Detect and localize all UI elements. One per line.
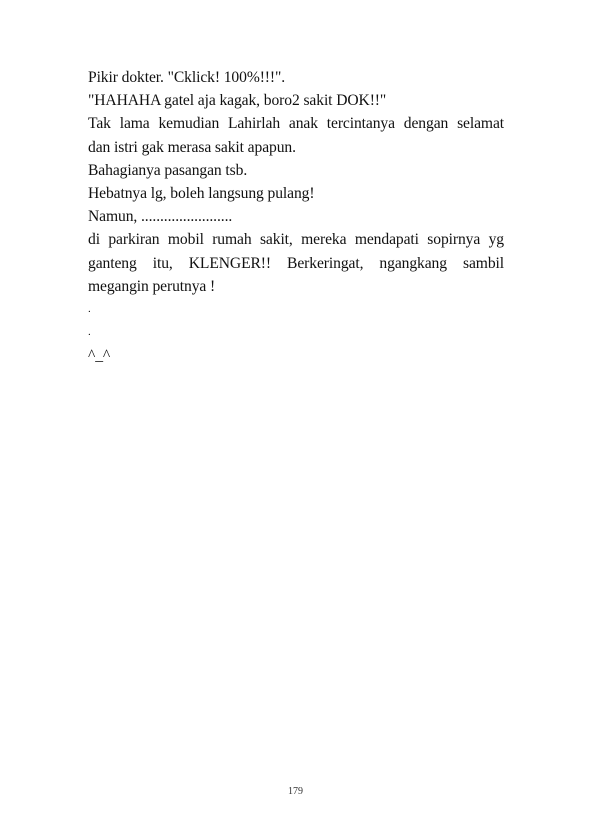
text-line: ganteng itu, KLENGER!! Berkeringat, ngangkang sambil bbox=[88, 254, 504, 272]
text-line: ^_^ bbox=[88, 347, 111, 365]
text-line: . bbox=[88, 326, 91, 339]
text-line: Namun, ........................ bbox=[88, 208, 233, 226]
text-line: Tak lama kemudian Lahirlah anak tercintanya dengan selamat bbox=[88, 115, 504, 133]
text-line: megangin perutnya ! bbox=[88, 277, 216, 295]
page-body bbox=[88, 66, 504, 368]
text-line: . bbox=[88, 303, 91, 316]
text-line: dan istri gak merasa sakit apapun. bbox=[88, 138, 296, 156]
page-number: 179 bbox=[288, 786, 303, 797]
text-line: Bahagianya pasangan tsb. bbox=[88, 161, 248, 179]
text-line: "HAHAHA gatel aja kagak, boro2 sakit DOK!!" bbox=[88, 92, 387, 110]
text-line: Hebatnya lg, boleh langsung pulang! bbox=[88, 185, 315, 203]
text-line: di parkiran mobil rumah sakit, mereka mendapati sopirnya yg bbox=[88, 231, 504, 249]
text-line: Pikir dokter. "Cklick! 100%!!!". bbox=[88, 69, 286, 86]
